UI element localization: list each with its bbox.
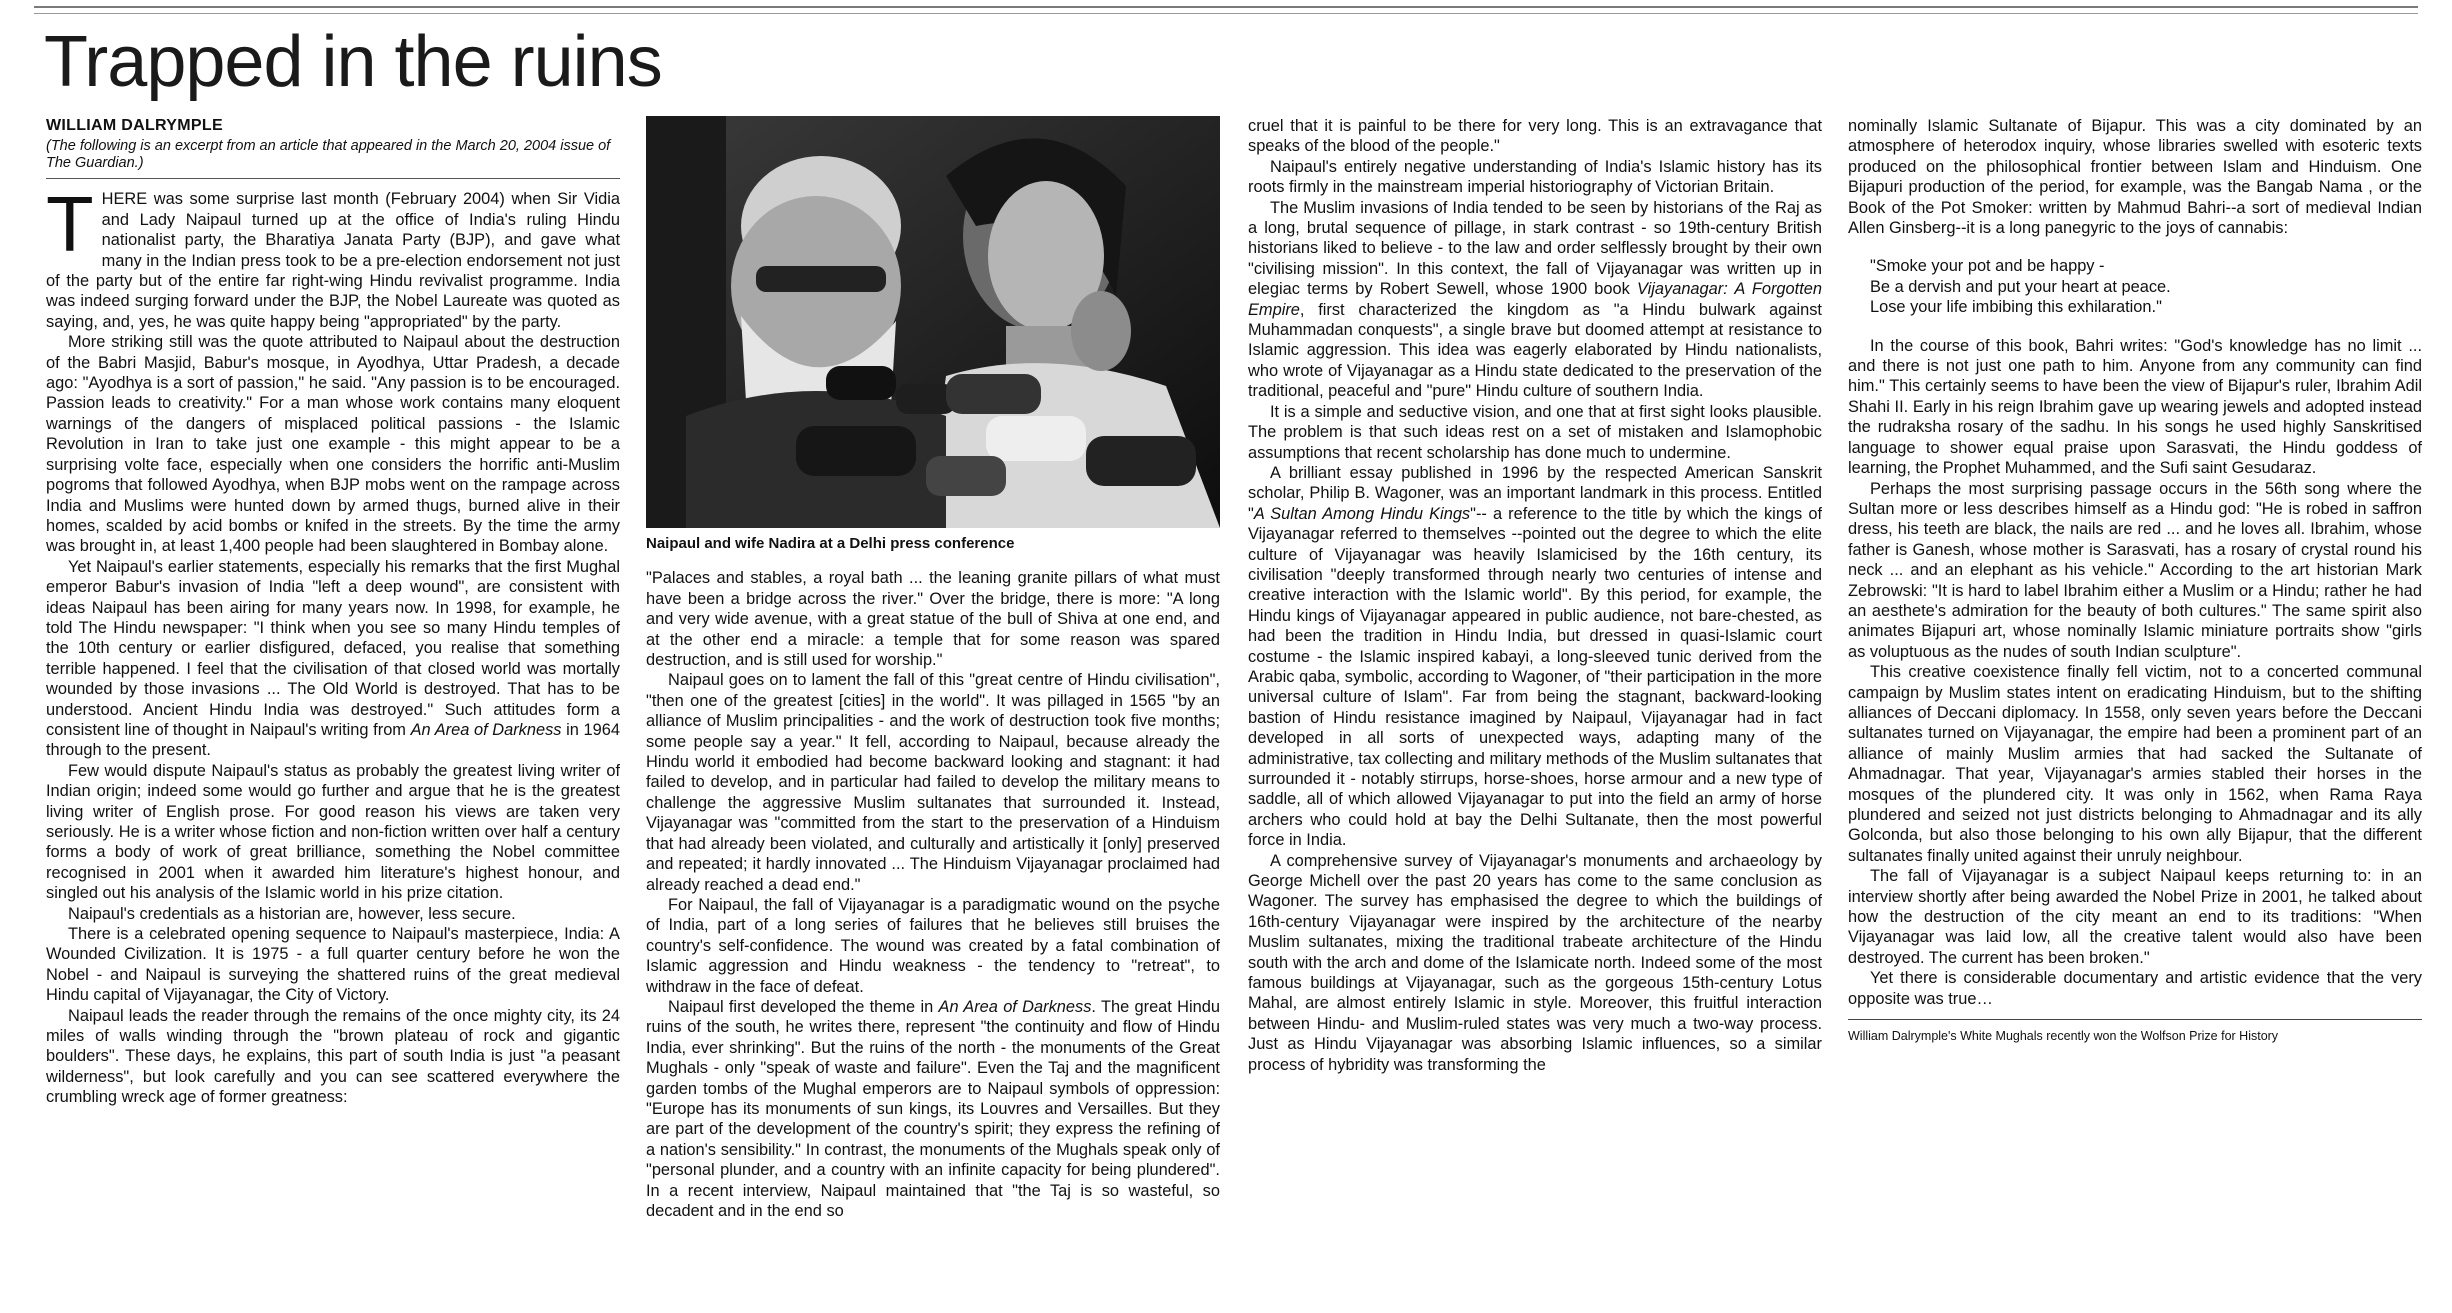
column-4 bbox=[1848, 116, 2422, 1306]
paragraph: Perhaps the most surprising passage occurs in the 56th song where the Sultan more or less describes himself as a Hindu god: "He is robed in saffron dress, his teeth are black, the nails are red ... and he loves all. Ibrahim, whose father is Ganesh, whose mother is Sarasvati, has a rosary of crystal round his neck ... and an elephant as his vehicle." According to the art historian Mark Zebrowski: "It is hard to label Ibrahim either a Muslim or a Hindu; rather he had an aesthete's admiration for the beauty of both cultures." The same spirit also animates Bijapuri art, whose nominally Islamic miniature portraits show "girls as voluptuous as the nudes of south Indian sculpture". bbox=[1848, 479, 2422, 661]
paragraph: A brilliant essay published in 1996 by the respected American Sanskrit scholar, Philip B. Wagoner, was an important landmark in this process. Entitled "A Sultan Among Hindu Kings"-- a reference to the title by which the kings of Vijayanagar referred to themselves --pointed out the degree to which the elite culture of Vijayanagar was heavily Islamicised by the 16th century, its civilisation "deeply transformed through nearly two centuries of intense and creative interaction with the Islamic world". By this period, for example, the Hindu kings of Vijayanagar appeared in public audience, not bare-chested, as had been the tradition in Hindu India, but dressed in quasi-Islamic court costume - the Islamic inspired kabayi, a long-sleeved tunic derived from the Arabic qaba, symbolic, according to Wagoner, of "their participation in the more universal culture of Islam". Far from being the stagnant, backward-looking bastion of Hindu resistance imagined by Naipaul, Vijayanagar had in fact developed in all sorts of unexpected ways, adapting many of the administrative, tax collecting and military methods of the Muslim sultanates that surrounded it - notably stirrups, horse-shoes, horse armour and a new type of saddle, all of which allowed Vijayanagar to put into the field an army of horse archers who could hold at bay the Delhi Sultanate, then the most powerful force in India. bbox=[1248, 463, 1822, 850]
intro-note: (The following is an excerpt from an article that appeared in the March 20, 2004 issue of The Guardian.) bbox=[46, 138, 611, 172]
top-rule-secondary bbox=[34, 13, 2418, 14]
paragraph: Yet Naipaul's earlier statements, especially his remarks that the first Mughal emperor Babur's invasion of India "left a deep wound", are consistent with ideas Naipaul has been airing for many years now. In 1998, for example, he told The Hindu newspaper: "I think when you see so many Hindu temples of the 10th century or earlier disfigured, defaced, you realise that something terrible happened. I feel that the civilisation of that closed world was mortally wounded by those invasions ... The Old World is destroyed. That has to be understood. Ancient Hindu India was destroyed." Such attitudes form a consistent line of thought in Naipaul's writing from An Area of Darkness in 1964 through to the present. bbox=[46, 557, 620, 760]
paragraph: "Palaces and stables, a royal bath ... the leaning granite pillars of what must have been a bridge across the river." Over the bridge, there is more: "A long and very wide avenue, with a great statue of the bull of Shiva at one end, and at the other end a miracle: a temple that for some reason was spared destruction, and is still used for worship." bbox=[646, 569, 1220, 670]
footnote-rule bbox=[1848, 1019, 2422, 1020]
paragraph: It is a simple and seductive vision, and one that at first sight looks plausible. The problem is that such ideas rest on a set of mistaken and Islamophobic assumptions that recent scholarship has done much to undermine. bbox=[1248, 402, 1822, 462]
photo-illustration bbox=[646, 116, 1220, 528]
paragraph: In the course of this book, Bahri writes: "God's knowledge has no limit ... and there is not just one path to him. Anyone from any community can find him." This certainly seems to have been the view of Bijapur's ruler, Ibrahim Adil Shahi II. Early in his reign Ibrahim gave up wearing jewels and adopted instead the rudraksha rosary of the sadhu. In his songs he used highly Sanskritised language to shower equal praise upon Sarasvati, the Hindu goddess of learning, the Prophet Muhammed, and the Sufi saint Gesudaraz. bbox=[1848, 336, 2422, 478]
author-footnote: William Dalrymple's White Mughals recently won the Wolfson Prize for History bbox=[1848, 1029, 2279, 1044]
paragraph: Naipaul's entirely negative understanding of India's Islamic history has its roots firmly in the mainstream imperial historiography of Victorian Britain. bbox=[1248, 157, 1822, 197]
column-2 bbox=[646, 116, 1220, 1306]
byline: WILLIAM DALRYMPLE bbox=[46, 117, 223, 134]
top-rule bbox=[34, 6, 2418, 8]
column-3 bbox=[1248, 116, 1822, 1306]
book-title: An Area of Darkness bbox=[938, 997, 1092, 1016]
column-1 bbox=[46, 116, 620, 1306]
paragraph: The fall of Vijayanagar is a subject Naipaul keeps returning to: in an interview shortly after being awarded the Nobel Prize in 2001, he talked about how the destruction of the city meant an end to its traditions: "When Vijayanagar was laid low, all the creative talent would also have been destroyed. The current has been broken." bbox=[1848, 867, 2422, 967]
byline-rule bbox=[46, 178, 620, 179]
paragraph: For Naipaul, the fall of Vijayanagar is a paradigmatic wound on the psyche of India, part of a long series of failures that he believes still bruises the country's self-confidence. The wound was created by a fatal combination of Islamic aggression and Hindu weakness - the tendency to "retreat", to withdraw in the face of defeat. bbox=[646, 895, 1220, 996]
book-title: An Area of Darkness bbox=[410, 720, 562, 739]
paragraph: A comprehensive survey of Vijayanagar's monuments and archaeology by George Michell over the past 20 years has come to the same conclusion as Wagoner. The survey has emphasised the degree to which the buildings of 16th-century Vijayanagar were inspired by the architecture of the nearby Muslim sultanates, mixing the traditional trabeate architecture of the Hindu south with the arch and dome of the Islamicate north. Indeed some of the most famous buildings at Vijayanagar, such as the gorgeous 15th-century Lotus Mahal, are almost entirely Islamic in style. Moreover, this fruitful interaction between Hindu- and Muslim-ruled states was very much a two-way process. Just as Hindu Vijayanagar was absorbing Islamic influences, so a similar process of hybridity was transforming the bbox=[1248, 851, 1822, 1074]
essay-title: A Sultan Among Hindu Kings bbox=[1253, 504, 1471, 523]
quote-line: Be a dervish and put your heart at peace. bbox=[1870, 277, 2171, 296]
paragraph: cruel that it is painful to be there for very long. This is an extravagance that speaks of the blood of the people." bbox=[1248, 117, 1822, 156]
quote-line: "Smoke your pot and be happy - bbox=[1870, 257, 2105, 276]
paragraph: Naipaul first developed the theme in An Area of Darkness. The great Hindu ruins of the south, he writes there, represent "the continuity and flow of Hindu India, ever shrinking". But the ruins of the north - the monuments of the Great Mughals - only "speak of waste and failure". Even the Taj and the magnificent garden tombs of the Mughal emperors are to Naipaul symbols of oppression: "Europe has its monuments of sun kings, its Louvres and Versailles. But they are part of the development of the country's spirit; they express the refining of a nation's sensibility." In contrast, the monuments of the Mughals speak only of "personal plunder, and a country with an infinite capacity for being plundered". In a recent interview, Naipaul maintained that "the Taj is so wasteful, so decadent and in the end so bbox=[646, 997, 1220, 1220]
paragraph: Few would dispute Naipaul's status as probably the greatest living writer of Indian origin; indeed some would go further and argue that he is the greatest living writer of English prose. For good reason his views are taken very seriously. He is a writer whose fiction and non-fiction written over half a century forms a body of work of great brilliance, something the Nobel committee recognised in 2001 when it awarded him literature's highest honour, and singled out his analysis of the Islamic world in his prize citation. bbox=[46, 761, 620, 903]
paragraph: The Muslim invasions of India tended to be seen by historians of the Raj as a long, brutal sequence of pillage, in stark contrast - so 19th-century British historians liked to believe - to the law and order selflessly brought by their own "civilising mission". In this context, the fall of Vijayanagar was written up in elegiac terms by Robert Sewell, whose 1900 book Vijayanagar: A Forgotten Empire, first characterized the kingdom as "a Hindu bulwark against Muhammadan conquests", a single brave but doomed attempt at resistance to Islamic aggression. This idea was eagerly elaborated by Hindu nationalists, who wrote of Vijayanagar as a Hindu state dedicated to the preservation of the traditional, peaceful and "pure" Hindu culture of southern India. bbox=[1248, 198, 1822, 401]
press-conference-photo bbox=[646, 116, 1220, 528]
paragraph: More striking still was the quote attributed to Naipaul about the destruction of the Babri Masjid, Babur's mosque, in Ayodhya, Uttar Pradesh, a decade ago: "Ayodhya is a sort of passion," he said. "Any passion is to be encouraged. Passion leads to creativity." For a man whose work contains many eloquent warnings of the dangers of misplaced political passions - the Islamic Revolution in Iran to take just one example - this might appear to be a surprising volte face, especially when one considers the horrific anti-Muslim pogroms that followed Ayodhya, when BJP mobs went on the rampage across India and Muslims were hunted down by armed thugs, burned alive in their homes, scalded by acid bombs or knifed in the streets. By the time the army was brought in, at least 1,400 people had been slaughtered in Bombay alone. bbox=[46, 333, 620, 556]
dropcap: T bbox=[46, 180, 94, 269]
quote-line: Lose your life imbibing this exhilaration." bbox=[1870, 298, 2162, 317]
book-title: Vijayanagar: A Forgotten Empire bbox=[1248, 280, 1822, 319]
paragraph: This creative coexistence finally fell victim, not to a concerted communal campaign by Muslim states intent on eradicating Hinduism, but to the shifting alliances of Deccani diplomacy. In 1558, only seven years before the Deccani sultanates turned on Vijayanagar, the empire had been a prominent part of an alliance of mainly Muslim armies that had sacked the Sultanate of Ahmadnagar. That year, Vijayanagar's armies stabled their horses in the mosques of the plundered city. It was only in 1562, when Rama Raya plundered and seized not just districts belonging to Ahmadnagar and its ally Golconda, but also those belonging to his own ally Bijapur, that the different sultanates finally united against their unruly neighbour. bbox=[1848, 663, 2422, 865]
headline: Trapped in the ruins bbox=[44, 22, 662, 102]
paragraph: Yet there is considerable documentary and artistic evidence that the very opposite was true… bbox=[1848, 969, 2422, 1008]
paragraph: nominally Islamic Sultanate of Bijapur. This was a city dominated by an atmosphere of heterodox inquiry, whose libraries swelled with esoteric texts produced on the philosophical frontier between Islam and Hinduism. One Bijapuri production of the period, for example, was the Bangab Nama , or the Book of the Pot Smoker: written by Mahmud Bahri--a sort of medieval Indian Allen Ginsberg--it is a long panegyric to the joys of cannabis: bbox=[1848, 117, 2422, 238]
poem-quote bbox=[1848, 256, 2422, 317]
paragraph: There is a celebrated opening sequence to Naipaul's masterpiece, India: A Wounded Civilization. It is 1975 - a full quarter century before he won the Nobel - and Naipaul is surveying the shattered ruins of the great medieval Hindu capital of Vijayanagar, the City of Victory. bbox=[46, 925, 620, 1005]
photo-caption: Naipaul and wife Nadira at a Delhi press conference bbox=[646, 535, 1015, 552]
paragraph: Naipaul goes on to lament the fall of this "great centre of Hindu civilisation", "then one of the greatest [cities] in the world". It was pillaged in 1565 "by an alliance of Muslim principalities - and the work of destruction took five months; some people say a year." It fell, according to Naipaul, because already the Hindu world it embodied had become backward looking and stagnant: it had failed to develop, and in particular had failed to develop the military means to challenge the aggressive Muslim sultanates that surrounded it. Instead, Vijayanagar was "committed from the start to the preservation of a Hinduism that had already been violated, and culturally and artistically it [only] preserved and repeated; it hardly innovated ... The Hinduism Vijayanagar proclaimed had already reached a dead end." bbox=[646, 671, 1220, 894]
paragraph: Naipaul's credentials as a historian are, however, less secure. bbox=[68, 904, 516, 923]
paragraph: Naipaul leads the reader through the remains of the once mighty city, its 24 miles of walls winding through the "brown plateau of rock and gigantic boulders". These days, he explains, this part of south India is just "a peasant wilderness", but look carefully and you can see scattered everywhere the crumbling wreck age of former greatness: bbox=[46, 1006, 620, 1107]
lead-paragraph: THERE was some surprise last month (February 2004) when Sir Vidia and Lady Naipaul turned up at the office of India's ruling Hindu nationalist party, the Bharatiya Janata Party (BJP), and gave what many in the Indian press took to be a pre-election endorsement not just of the party but of the entire far right-wing Hindu revivalist programme. India was indeed surging forward under the BJP, the Nobel Laureate was quoted as saying, and, yes, he was quite happy being "appropriated" by the party. bbox=[46, 180, 620, 331]
